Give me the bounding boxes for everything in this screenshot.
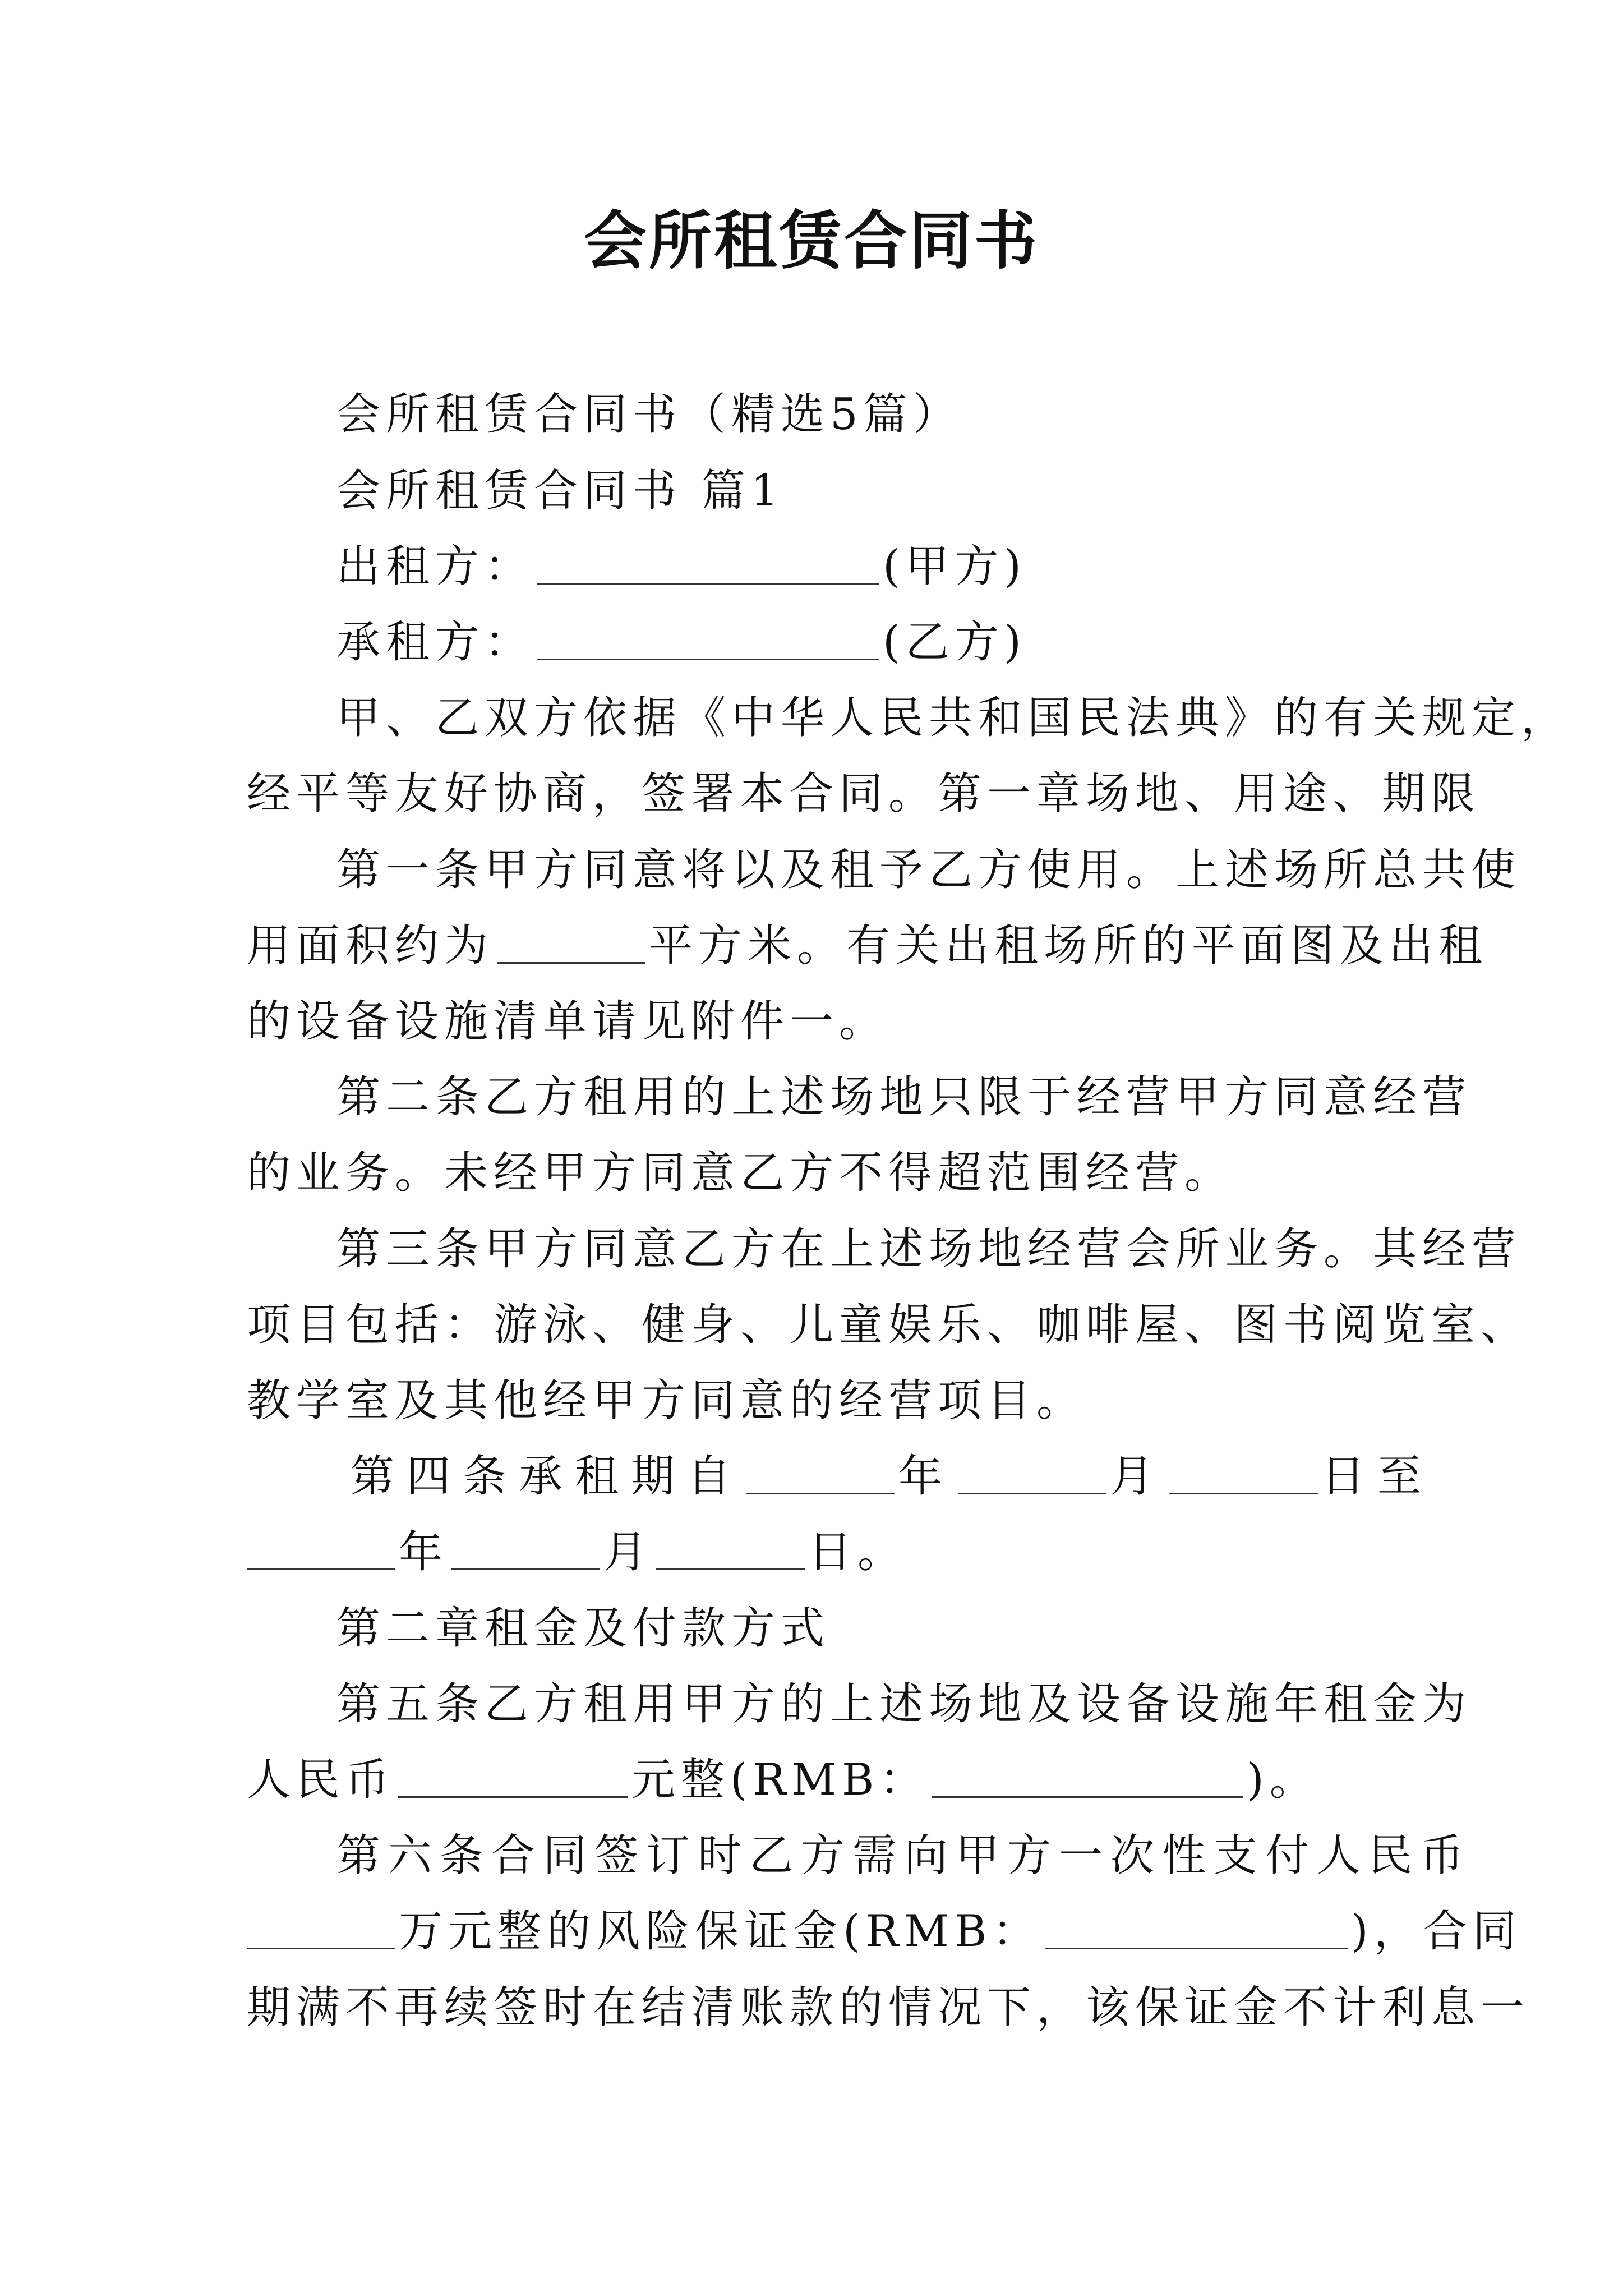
chapter-heading: 第二章租金及付款方式 — [336, 1603, 831, 1654]
paragraph-line: 第六条合同签订时乙方需向甲方一次性支付人民币 — [336, 1830, 1472, 1881]
end-month-blank — [451, 1525, 600, 1570]
start-month-blank — [958, 1449, 1106, 1494]
deposit-label: 万元整的风险保证金(RMB： — [399, 1906, 1042, 1957]
paragraph-line: 教学室及其他经甲方同意的经营项目。 — [247, 1375, 1086, 1426]
lessor-line — [336, 536, 1027, 597]
area-blank — [497, 918, 645, 964]
deposit-amount-blank — [247, 1904, 395, 1949]
section-heading: 会所租赁合同书 篇1 — [336, 466, 785, 516]
end-day-blank — [656, 1525, 805, 1570]
lessor-blank — [537, 539, 879, 585]
term-end-line — [247, 1521, 907, 1583]
paragraph-line: 的业务。未经甲方同意乙方不得超范围经营。 — [247, 1148, 1234, 1198]
day-label: 日。 — [808, 1527, 907, 1577]
deposit-line — [247, 1901, 1522, 1962]
year-label: 年 — [898, 1451, 955, 1502]
paragraph-line: 的设备设施清单请见附件一。 — [247, 996, 889, 1047]
month-label: 月 — [603, 1527, 653, 1577]
day-to-label: 日至 — [1321, 1451, 1434, 1502]
paragraph-line: 期满不再续签时在结清账款的情况下，该保证金不计利息一 — [247, 1982, 1530, 2033]
lessor-label: 出租方： — [336, 541, 534, 592]
paragraph-line: 第五条乙方租用甲方的上述场地及设备设施年租金为 — [336, 1679, 1472, 1729]
lessee-blank — [537, 615, 879, 660]
lessee-suffix: (乙方) — [883, 617, 1027, 668]
paragraph-line: 甲、乙双方依据《中华人民共和国民法典》的有关规定， — [336, 693, 1571, 743]
area-line — [247, 915, 1488, 977]
paragraph-line: 项目包括：游泳、健身、儿童娱乐、咖啡屋、图书阅览室、 — [247, 1300, 1530, 1350]
document-title: 会所租赁合同书 — [584, 204, 1039, 278]
term-label: 第四条承租期自 — [351, 1451, 744, 1502]
start-day-blank — [1169, 1449, 1318, 1494]
rent-rmb-blank — [932, 1752, 1243, 1798]
lessor-suffix: (甲方) — [883, 541, 1027, 592]
rent-close: )。 — [1247, 1755, 1319, 1805]
deposit-suffix: )，合同 — [1351, 1906, 1522, 1957]
year-label: 年 — [399, 1527, 449, 1577]
area-suffix: 平方米。有关出租场所的平面图及出租 — [649, 921, 1488, 971]
month-label: 月 — [1110, 1451, 1166, 1502]
paragraph-line: 第三条甲方同意乙方在上述场地经营会所业务。其经营 — [336, 1224, 1521, 1274]
subtitle-line: 会所租赁合同书（精选5篇） — [336, 389, 962, 440]
end-year-blank — [247, 1525, 395, 1570]
rent-unit: 元整(RMB： — [631, 1755, 929, 1805]
deposit-rmb-blank — [1045, 1904, 1348, 1949]
area-label: 用面积约为 — [247, 921, 494, 971]
rent-amount-blank — [398, 1752, 628, 1798]
paragraph-line: 经平等友好协商，签署本合同。第一章场地、用途、期限 — [247, 769, 1481, 819]
lessee-line — [336, 611, 1027, 673]
rmb-label: 人民币 — [247, 1755, 395, 1805]
lessee-label: 承租方： — [336, 617, 534, 668]
start-year-blank — [746, 1449, 895, 1494]
paragraph-line: 第一条甲方同意将以及租予乙方使用。上述场所总共使 — [336, 845, 1521, 895]
rent-line — [247, 1749, 1319, 1811]
paragraph-line: 第二条乙方租用的上述场地只限于经营甲方同意经营 — [336, 1072, 1472, 1122]
term-start-line — [351, 1446, 1433, 1507]
